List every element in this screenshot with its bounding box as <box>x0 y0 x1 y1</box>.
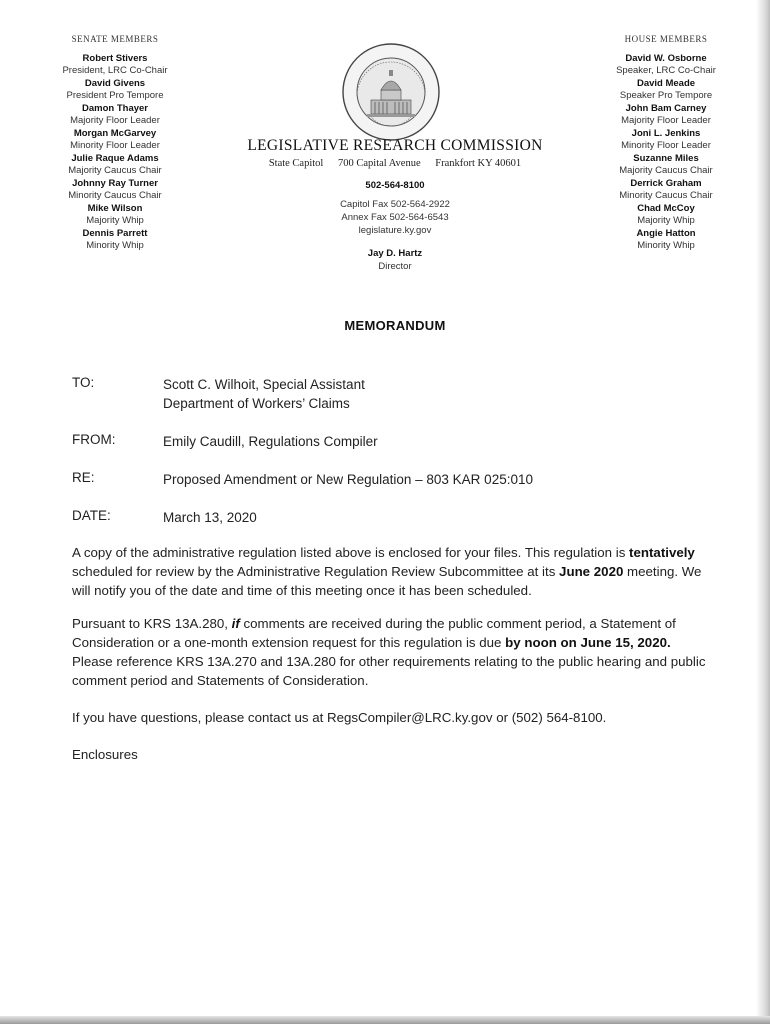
address-building: State Capitol <box>268 158 324 169</box>
member-name: John Bam Carney <box>625 103 707 114</box>
re-label: RE: <box>72 470 95 485</box>
p1-text-e: meeting. We will notify you of the date and time of this meeting once it has been scheduled. <box>72 564 702 598</box>
member-role: Minority Whip <box>86 240 144 251</box>
p2-text-a: Pursuant to KRS 13A.280, <box>72 616 232 631</box>
house-member <box>598 153 734 177</box>
member-name: Chad McCoy <box>637 203 695 214</box>
p1-meeting-month: June 2020 <box>559 564 624 579</box>
to-label: TO: <box>72 375 95 390</box>
director-name: Jay D. Hartz <box>367 248 423 259</box>
member-role: Speaker Pro Tempore <box>619 90 713 101</box>
annex-fax: Annex Fax 502-564-6543 <box>341 212 449 223</box>
member-role: Minority Caucus Chair <box>68 190 162 201</box>
senate-member <box>50 178 180 202</box>
re-value: Proposed Amendment or New Regulation – 803 KAR 025:010 <box>163 472 533 487</box>
org-name: LEGISLATIVE RESEARCH COMMISSION <box>247 137 543 154</box>
member-role: Majority Whip <box>86 215 144 226</box>
member-role: Speaker, LRC Co-Chair <box>616 65 716 76</box>
house-member <box>598 78 734 102</box>
senate-member <box>50 53 180 77</box>
member-name: Joni L. Jenkins <box>631 128 701 139</box>
house-heading: HOUSE MEMBERS <box>624 34 708 44</box>
p1-text-c: scheduled for review by the Administrative Regulation Review Subcommittee at its <box>72 564 560 579</box>
scan-bottom-edge <box>0 1016 770 1024</box>
memo-title: MEMORANDUM <box>344 318 446 333</box>
member-name: Suzanne Miles <box>633 153 699 164</box>
to-value <box>163 375 365 413</box>
from-label: FROM: <box>72 432 116 447</box>
senate-heading: SENATE MEMBERS <box>71 34 159 44</box>
member-role: President, LRC Co-Chair <box>62 65 168 76</box>
p1-tentatively: tentatively <box>629 545 695 560</box>
p2-text-c: comments are received during the public comment period, a Statement of Consideration or a one-month extension request for this regulation is due <box>72 616 676 650</box>
phone-number: 502-564-8100 <box>365 180 425 191</box>
senate-member <box>50 203 180 227</box>
capitol-fax: Capitol Fax 502-564-2922 <box>340 199 450 210</box>
member-role: Minority Floor Leader <box>621 140 711 151</box>
house-member <box>598 178 734 202</box>
house-member <box>598 53 734 77</box>
date-label: DATE: <box>72 508 111 523</box>
p2-deadline: by noon on June 15, 2020. <box>505 635 671 650</box>
address-street: 700 Capital Avenue <box>337 158 421 169</box>
house-member <box>598 103 734 127</box>
senate-members-column <box>50 34 180 253</box>
senate-member <box>50 128 180 152</box>
p1-text-a: A copy of the administrative regulation listed above is enclosed for your files. This regulation is <box>72 545 630 560</box>
paragraph-contact: If you have questions, please contact us at RegsCompiler@LRC.ky.gov or (502) 564-8100. <box>72 710 607 725</box>
member-name: Mike Wilson <box>87 203 143 214</box>
director-title: Director <box>378 261 412 272</box>
member-name: Derrick Graham <box>630 178 702 189</box>
member-name: Robert Stivers <box>82 53 148 64</box>
member-role: Majority Floor Leader <box>70 115 160 126</box>
address-line <box>240 158 550 169</box>
member-name: Damon Thayer <box>82 103 148 114</box>
member-role: Majority Whip <box>637 215 695 226</box>
member-name: David Givens <box>84 78 146 89</box>
member-name: Angie Hatton <box>636 228 696 239</box>
from-value: Emily Caudill, Regulations Compiler <box>163 434 378 449</box>
house-member <box>598 228 734 252</box>
senate-member <box>50 103 180 127</box>
member-role: Minority Floor Leader <box>70 140 160 151</box>
senate-member <box>50 228 180 252</box>
p2-if: if <box>231 616 240 631</box>
member-role: Majority Floor Leader <box>621 115 711 126</box>
member-role: Minority Caucus Chair <box>619 190 713 201</box>
member-role: Majority Caucus Chair <box>619 165 713 176</box>
member-role: Majority Caucus Chair <box>68 165 162 176</box>
senate-member <box>50 78 180 102</box>
paragraph-comments <box>72 614 712 690</box>
lrc-seal-logo <box>341 42 441 142</box>
member-name: Dennis Parrett <box>82 228 148 239</box>
address-city: Frankfort KY 40601 <box>435 158 522 169</box>
house-members-column <box>598 34 734 253</box>
member-role: President Pro Tempore <box>66 90 164 101</box>
member-name: Morgan McGarvey <box>73 128 157 139</box>
member-name: David W. Osborne <box>625 53 707 64</box>
member-role: Minority Whip <box>637 240 695 251</box>
house-member <box>598 128 734 152</box>
member-name: Julie Raque Adams <box>71 153 159 164</box>
house-member <box>598 203 734 227</box>
to-recipient: Scott C. Wilhoit, Special Assistant <box>163 377 365 392</box>
date-value: March 13, 2020 <box>163 510 257 525</box>
paragraph-schedule <box>72 543 712 600</box>
p2-text-e: Please reference KRS 13A.270 and 13A.280 for other requirements relating to the public hearing and public comment period and Statements of Consideration. <box>72 654 706 688</box>
member-name: Johnny Ray Turner <box>72 178 158 189</box>
to-department: Department of Workers’ Claims <box>163 396 350 411</box>
scan-edge-shadow <box>756 0 770 1024</box>
senate-member <box>50 153 180 177</box>
website: legislature.ky.gov <box>358 225 432 236</box>
enclosures-note: Enclosures <box>72 747 138 762</box>
member-name: David Meade <box>636 78 696 89</box>
